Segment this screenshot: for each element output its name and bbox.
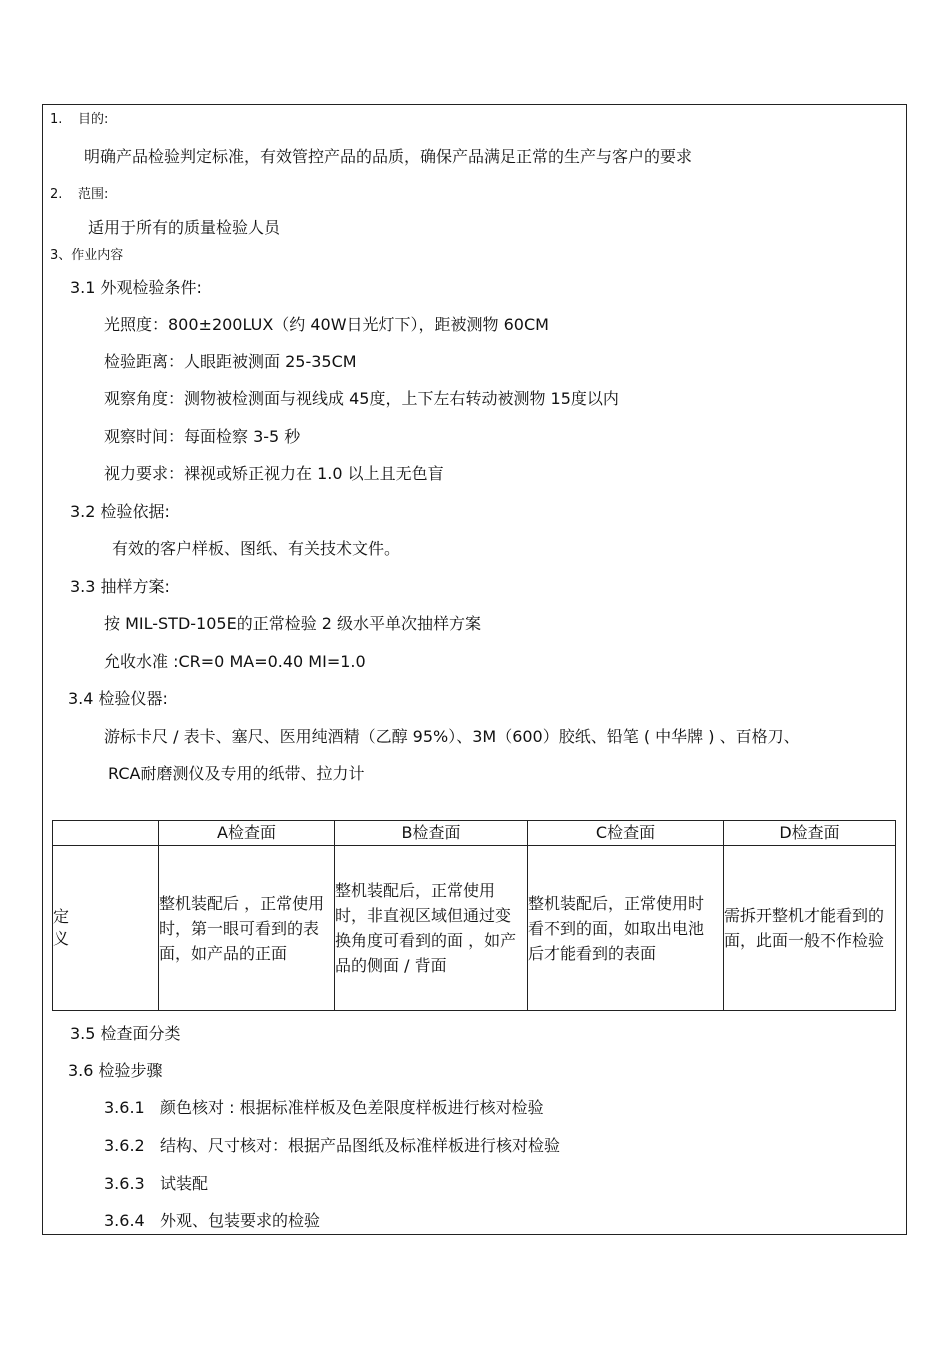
sec2-title: 范围:	[78, 187, 109, 202]
s34-instruments-line1: 游标卡尺 / 表卡、塞尺、医用纯酒精（乙醇 95%）、3M（600）胶纸、铅笔 ( 中华牌 ) 、百格刀、	[104, 727, 800, 746]
s34-instruments-line2: RCA耐磨测仪及专用的纸带、拉力计	[108, 764, 365, 783]
table-header-row	[53, 821, 896, 846]
inspection-surface-table	[52, 820, 896, 1011]
step-number: 3.6.1	[104, 1098, 145, 1117]
sec2-number: 2.	[50, 187, 63, 202]
step-number: 3.6.3	[104, 1174, 145, 1193]
definition-c: 整机装配后，正常使用时看不到的面，如取出电池后才能看到的表面	[528, 893, 705, 963]
s31-item-angle: 观察角度：测物被检测面与视线成 45度，上下左右转动被测物 15度以内	[104, 389, 619, 408]
s31-item-distance: 检验距离：人眼距被测面 25-35CM	[104, 352, 357, 371]
sec2-body: 适用于所有的质量检验人员	[88, 218, 281, 237]
definition-b: 整机装配后，正常使用时，非直视区域但通过变换角度可看到的面 ，如产品的侧面 / 背面	[335, 881, 517, 975]
s33-heading: 3.3 抽样方案:	[70, 577, 170, 596]
s31-item-vision: 视力要求：裸视或矫正视力在 1.0 以上且无色盲	[104, 464, 444, 483]
sec3-title: 3、作业内容	[50, 248, 124, 263]
step-number: 3.6.4	[104, 1211, 145, 1230]
sec1-body: 明确产品检验判定标准，有效管控产品的品质，确保产品满足正常的生产与客户的要求	[84, 147, 693, 166]
s33-aql: 允收水准 :CR=0 MA=0.40 MI=1.0	[104, 652, 366, 671]
table-row-label	[53, 846, 159, 1011]
table-header-b: B检查面	[335, 821, 528, 846]
table-cell-a	[159, 846, 335, 1011]
table-header-c: C检查面	[528, 821, 724, 846]
table-cell-c	[528, 846, 724, 1011]
s31-item-time: 观察时间：每面检察 3-5 秒	[104, 427, 301, 446]
s35-heading: 3.5 检查面分类	[70, 1024, 181, 1043]
s36-heading: 3.6 检验步骤	[68, 1061, 163, 1080]
s31-heading: 3.1 外观检验条件:	[70, 278, 202, 297]
table-header-blank	[53, 821, 159, 846]
step-number: 3.6.2	[104, 1136, 145, 1155]
table-cell-b	[335, 846, 528, 1011]
s32-heading: 3.2 检验依据:	[70, 502, 170, 521]
table-header-a: A检查面	[159, 821, 335, 846]
table-header-d: D检查面	[724, 821, 896, 846]
step-text: 试装配	[160, 1174, 209, 1193]
step-text: 外观、包装要求的检验	[160, 1211, 321, 1230]
s31-item-illuminance: 光照度：800±200LUX（约 40W日光灯下），距被测物 60CM	[104, 315, 549, 334]
s32-body: 有效的客户样板、图纸、有关技术文件。	[112, 539, 401, 558]
row-label-char-2: 义	[53, 929, 70, 948]
step-text: 结构、尺寸核对：根据产品图纸及标准样板进行核对检验	[160, 1136, 561, 1155]
definition-a: 整机装配后 ，正常使用时，第一眼可看到的表面，如产品的正面	[159, 893, 325, 963]
step-text: 颜色核对 : 根据标准样板及色差限度样板进行核对检验	[160, 1098, 544, 1117]
sec1-number: 1.	[50, 112, 63, 127]
definition-d: 需拆开整机才能看到的面，此面一般不作检验	[724, 906, 885, 950]
s33-plan: 按 MIL-STD-105E的正常检验 2 级水平单次抽样方案	[104, 614, 482, 633]
table-cell-d	[724, 846, 896, 1011]
sec1-title: 目的:	[78, 112, 109, 127]
table-row	[53, 846, 896, 1011]
s34-heading: 3.4 检验仪器:	[68, 689, 168, 708]
row-label-char-1: 定	[53, 907, 70, 926]
